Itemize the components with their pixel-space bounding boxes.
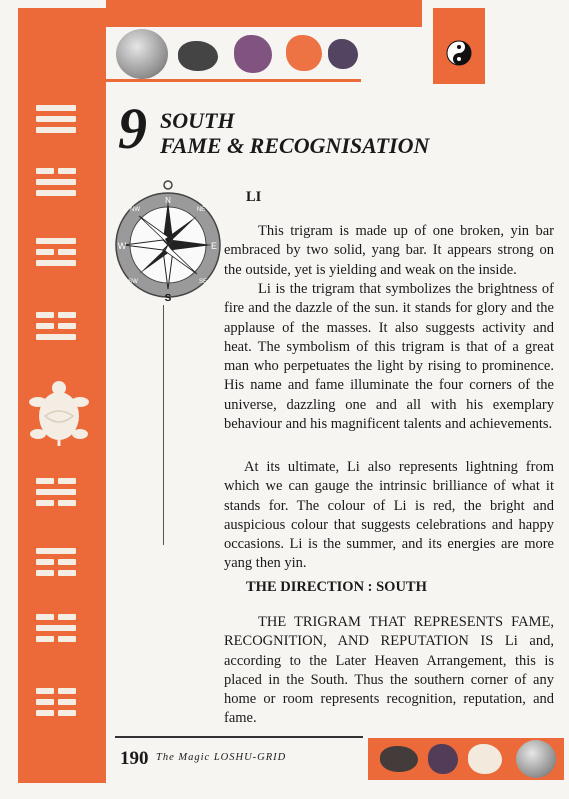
compass-rose-icon — [113, 175, 223, 303]
phoenix-coin-icon — [516, 740, 556, 778]
crane-icon — [286, 35, 322, 71]
top-decorative-strip — [106, 0, 422, 27]
section-heading-direction: THE DIRECTION : SOUTH — [246, 579, 427, 595]
paragraph-3: At its ultimate, Li also represents lightning from which we can gauge the intrinsic brilliance of what it stands for. The colour of Li is red, the bright and auspicious colour that suggests celebrations and happy occasions. Li is the summer, and its energies are more yang then yin. — [224, 459, 554, 572]
section-heading-li: LI — [246, 189, 262, 205]
compass-ne: NE — [196, 207, 206, 213]
compass-w: W — [117, 241, 127, 251]
phoenix-coin-icon — [116, 29, 168, 79]
compass-sw: SW — [128, 279, 138, 285]
trigram-icon — [36, 478, 76, 511]
dragon-icon — [234, 35, 272, 73]
paragraph-2: Li is the trigram that symbolizes the brightness of fire and the dazzle of the sun. it stands for glory and the applause of the masses. It also suggests activity and heat. The symbolism of this trigram is that of a great man who perpetuates the light by rising to prominence. His name and fame illuminate the four corners of the universe, dazzling one and all with his exemplary behaviour and his magnificent talents and achievements. — [224, 281, 554, 433]
right-decorative-tab — [433, 8, 485, 84]
turtle-icon — [28, 378, 90, 448]
knot-icon — [328, 39, 358, 69]
compass-se: SE — [198, 279, 208, 285]
paragraph-4: THE TRIGRAM THAT REPRESENTS FAME, RECOGNITION, AND REPUTATION IS Li and, according to the Later Heaven Arrangement, this is placed in the South. Thus the southern corner of any home or room represents recognition, reputation, and fame. — [224, 614, 554, 727]
chapter-title-line1: SOUTH — [160, 108, 235, 133]
chapter-title-line2: FAME & RECOGNISATION — [160, 133, 430, 158]
running-title: The Magic LOSHU-GRID — [156, 752, 287, 763]
page-number: 190 — [120, 748, 149, 769]
bottom-charm-band — [368, 738, 564, 780]
trigram-icon — [36, 688, 76, 721]
trigram-icon — [36, 105, 76, 138]
compass-e: E — [210, 241, 218, 251]
knot-icon — [428, 744, 458, 774]
tortoise-icon — [380, 746, 418, 772]
footer-rule — [115, 736, 363, 738]
trigram-icon — [36, 312, 76, 345]
trigram-icon — [36, 238, 76, 271]
crane-icon — [468, 744, 502, 774]
compass-s: S — [164, 293, 172, 303]
chapter-number: 9 — [118, 96, 147, 161]
trigram-icon — [36, 614, 76, 647]
compass-nw: NW — [130, 207, 140, 213]
compass-pole — [163, 305, 164, 545]
paragraph-1: This trigram is made up of one broken, yin bar embraced by two solid, yang bar. It appears strong on the outside, yet is yielding and weak on the inside. — [224, 223, 554, 278]
tortoise-icon — [178, 41, 218, 71]
top-charm-band — [106, 27, 361, 82]
compass-n: N — [165, 196, 171, 205]
trigram-icon — [36, 168, 76, 201]
trigram-icon — [36, 548, 76, 581]
yin-yang-icon — [446, 40, 472, 66]
